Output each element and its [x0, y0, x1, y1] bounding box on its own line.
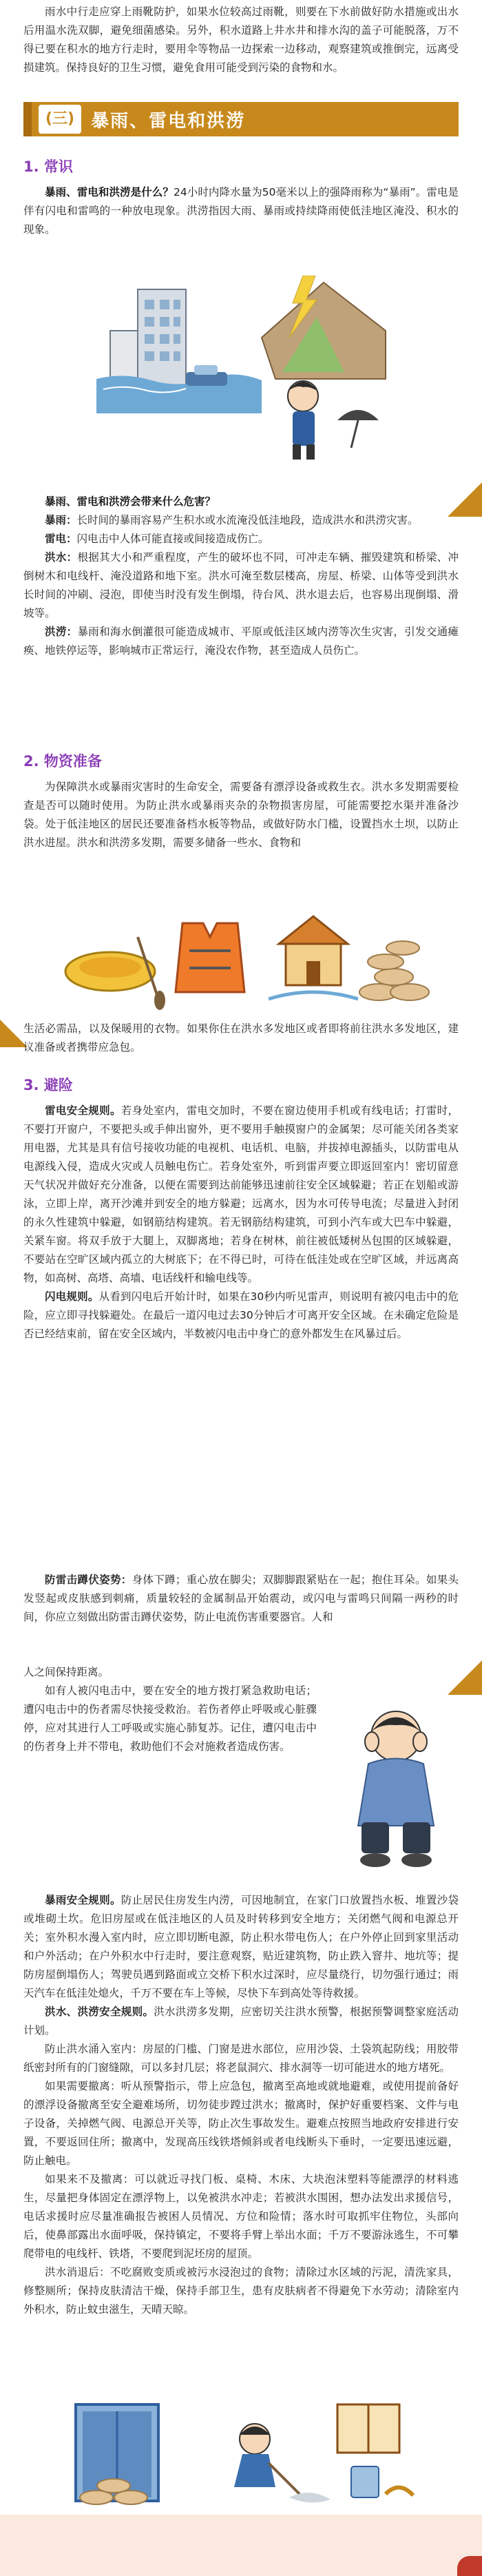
- s3-p5-label: 暴雨安全规则。: [45, 1894, 121, 1906]
- s3-p1: 若身处室内，雷电交加时，不要在窗边使用手机或有线电话；打雷时，不要打开窗户，不要把头或手伸出窗外，更不要用手触摸窗户的金属架；尽可能关闭各类家用电器，尤其是具有信号接收功能的电视机、电话机、电脑，并拔掉电源插头，以防雷电从电源线入侵，造成火灾或人员触电伤亡。若身处室外，听到雷声要立即返回室内！密切留意天气状况并做好充分准备，以便在需要到达前能够迅速前往安全区域躲避；若正在划船或游泳，立即上岸，离开沙滩并到安全的地方躲避；远离水，因为水可传导电流；尽量进入封闭的永久性建筑中躲避，如钢筋结构建筑。若无钢筋结构建筑，可到小汽车或大巴车中躲避，关紧车窗。将双手放于大腿上，双脚离地；若身在树林，前往被低矮树丛包围的区域躲避，不要站在空旷区域内孤立的大树底下；在不得已时，可待在低洼处或在空旷区域，并远离高物，如高树、高塔、高墙、电话线杆和输电线等。: [23, 1104, 459, 1284]
- s3-p2: 从看到闪电后开始计时，如果在30秒内听见雷声，则说明有被闪电击中的危险，应立即寻找躲避处。在最后一道闪电过去30分钟后才可离开安全区域。在未确定危险是否已经结束前，留在安全区域内，半数被闪电击中身亡的意外都发生在风暴过后。: [23, 1290, 459, 1340]
- s3-p7: 防止洪水涌入室内：房屋的门槛、门窗是进水部位，应用沙袋、土袋筑起防线；用胶带纸密封所有的门窗缝隙，可以多封几层；将老鼠洞穴、排水洞等一切可能进水的地方堵死。: [23, 2043, 459, 2074]
- section-banner: [23, 102, 459, 136]
- s1-q2: 暴雨、雷电和洪涝会带来什么危害？: [45, 495, 216, 508]
- corner-triangle-right-2: [448, 1660, 482, 1695]
- s1-block: [0, 146, 482, 239]
- page-marker: [457, 2556, 482, 2576]
- intro-paragraph: 雨水中行走应穿上雨靴防护，如果水位较高过雨靴，则要在下水前做好防水措施或出水后用温水洗双脚，避免细菌感染。另外，积水道路上井水井和排水沟的盖子可能脱落，万不得已要在积水的地方行走时，要用伞等物品一边探索一边移动，观察建筑或推倒完，远离受损建筑。保持良好的卫生习惯，避免食用可能受到污染的食物和水。: [23, 6, 459, 74]
- s3-block: [0, 1064, 482, 1343]
- s3-heading: 3. 避险: [23, 1077, 73, 1093]
- s3-rain-flood-block: [0, 1891, 482, 2319]
- s3-p3-label: 防雷击蹲伏姿势：: [45, 1574, 132, 1586]
- supplies-illustration: [62, 896, 434, 1013]
- s3-p1-label: 雷电安全规则。: [45, 1104, 121, 1117]
- leidian-text: 闪电击中人体可能直接或间接造成伤亡。: [76, 533, 269, 545]
- s1-q1-text: 24小时内降水量为50毫米以上的强降雨称为“暴雨”。雷电是伴有闪电和雷鸣的一种放电现象。洪涝指因大雨、暴雨或持续降雨使低洼地区淹没、积水的现象。: [23, 186, 459, 236]
- s3-rescue-block: [0, 1663, 324, 1756]
- baoyu-label: 暴雨：: [45, 514, 77, 526]
- s3-p2-label: 闪电规则。: [45, 1290, 99, 1303]
- hongshui-text: 根据其大小和严重程度，产生的破坏也不同，可冲走车辆、摧毁建筑和桥梁、冲倒树木和电线杆、淹没道路和地下室。洪水可淹至数层楼高，房屋、桥梁、山体等受到洪水长时间的冲刷、浸泡，即使当时没有发生倒塌，待台风、洪水退去后，也容易出现倒塌、滑坡等。: [23, 551, 459, 619]
- leidian-label: 雷电：: [45, 533, 77, 545]
- s3-p6: 洪水洪涝多发期，应密切关注洪水预警，根据预警调整家庭活动计划。: [23, 2006, 459, 2037]
- s1-q1: 暴雨、雷电和洪涝是什么？: [45, 186, 174, 198]
- s3-p3b: 人之间保持距离。: [23, 1666, 109, 1678]
- honglao-text: 暴雨和海水倒灌很可能造成城市、平原或低洼区域内涝等次生灾害，引发交通瘫痪、地铁停运等，影响城市正常运行，淹没农作物，甚至造成人员伤亡。: [23, 626, 459, 657]
- baoyu-text: 长时间的暴雨容易产生积水或水流淹没低洼地段，造成洪水和洪涝灾害。: [76, 514, 419, 526]
- s3-p4: 如有人被闪电击中，要在安全的地方拨打紧急救助电话；遭闪电击中的伤者需尽快接受救治。若伤者停止呼吸或心脏骤停，应对其进行人工呼吸或实施心肺复苏。记住，遭闪电击中的伤者身上并不带电，救助他们不会对施救者造成伤害。: [23, 1684, 317, 1753]
- s1-heading: 1. 常识: [23, 158, 73, 175]
- intro-block: [0, 3, 482, 77]
- s3-p6-label: 洪水、洪涝安全规则。: [45, 2006, 154, 2018]
- s1-hazards: [0, 493, 482, 660]
- hongshui-label: 洪水：: [45, 551, 78, 564]
- s3-crouch-block: [0, 1571, 482, 1627]
- s3-p9: 如果来不及撤离：可以就近寻找门板、桌椅、木床、大块泡沫塑料等能漂浮的材料逃生，尽量把身体固定在漂浮物上，以免被洪水冲走；若被洪水围困，想办法发出求援信号，电话求援时应尽量准确报告被困人员情况、方位和险情；落水时可取抓牢住物位，头部向后，使鼻部露出水面呼吸，保持镇定，不要将手臂上举出水面；千万不要游泳逃生，不可攀爬带电的电线杆、铁塔，不要爬到泥坯房的屋顶。: [23, 2173, 459, 2260]
- crouch-illustration: [331, 1695, 461, 1874]
- s3-p3: 身体下蹲；重心放在脚尖；双脚脚跟紧贴在一起；抱住耳朵。如果头发竖起或皮肤感到刺痛，质量较轻的金属制品开始震动，或闪电与雷鸣只间隔一两秒的时间，你应立刻做出防雷击蹲伏姿势，防止电流伤害重要器官。人和: [23, 1574, 459, 1623]
- s2-block: [0, 741, 482, 852]
- s3-p10: 洪水消退后：不吃腐败变质或被污水浸泡过的食物；清除过水区域的污泥，清洗家具，修整厕所；保持皮肤清洁干燥，保持手部卫生，患有皮肤病者不得避免下水劳动；清除室内外积水，防止蚊虫滋生，天晴天晾。: [23, 2266, 459, 2316]
- s3-p8: 如果需要撤离：听从预警指示，带上应急包，撤离至高地或就地避难，或使用提前备好的漂浮设备撤离至安全避难场所，切勿徒步蹚过洪水；撤离时，保护好重要档案、文件与电子设备，关掉燃气阀、电源总开关等，防止次生事故发生。避难点按照当地政府安排进行安置，不要返回住所；撤离中，发现高压线铁塔倾斜或者电线断头下垂时，一定要迅速远避，防止触电。: [23, 2080, 459, 2167]
- footer-band: [0, 2515, 482, 2576]
- s2-block-2: [0, 1020, 482, 1057]
- s2-heading: 2. 物资准备: [23, 753, 102, 770]
- s2-paragraph-1: 为保障洪水或暴雨灾害时的生命安全，需要备有漂浮设备或救生衣。洪水多发期需要检查是否可以随时使用。为防止洪水或暴雨夹杂的杂物损害房屋，可能需要挖水渠并准备沙袋。处于低洼地区的居民还要准备档水板等物品，或做好防水门槛，设置挡水土坝，以防止洪水进屋。洪水和洪涝多发期，需要多储备一些水、食物和: [23, 781, 459, 849]
- section-number: (三): [39, 105, 81, 134]
- honglao-label: 洪涝：: [45, 626, 78, 638]
- section-title: 暴雨、雷电和洪涝: [91, 110, 246, 132]
- cleanup-illustration: [62, 2398, 420, 2508]
- storm-illustration: [96, 276, 392, 462]
- s2-paragraph-2: 生活必需品，以及保暖用的衣物。如果你住在洪水多发地区或者即将前往洪水多发地区，建议准备或者携带应急包。: [23, 1022, 459, 1053]
- s3-p5: 防止居民住房发生内涝，可因地制宜，在家门口放置挡水板、堆置沙袋或堆砌土坎。危旧房屋或在低洼地区的人员及时转移到安全地方；关闭燃气阀和电源总开关；室外积水漫入室内时，应立即切断电源，防止积水带电伤人；在户外停止回到家里活动和户外活动；在户外积水中行走时，要注意观察，贴近建筑物，防止跌入窨井、地坑等；提防房屋倒塌伤人；驾驶员遇到路面或立交桥下积水过深时，应尽量绕行，切勿强行通过；雨天汽车在低洼处熄火，千万不要在车上等候，尽快下车到高处等待救援。: [23, 1894, 459, 1999]
